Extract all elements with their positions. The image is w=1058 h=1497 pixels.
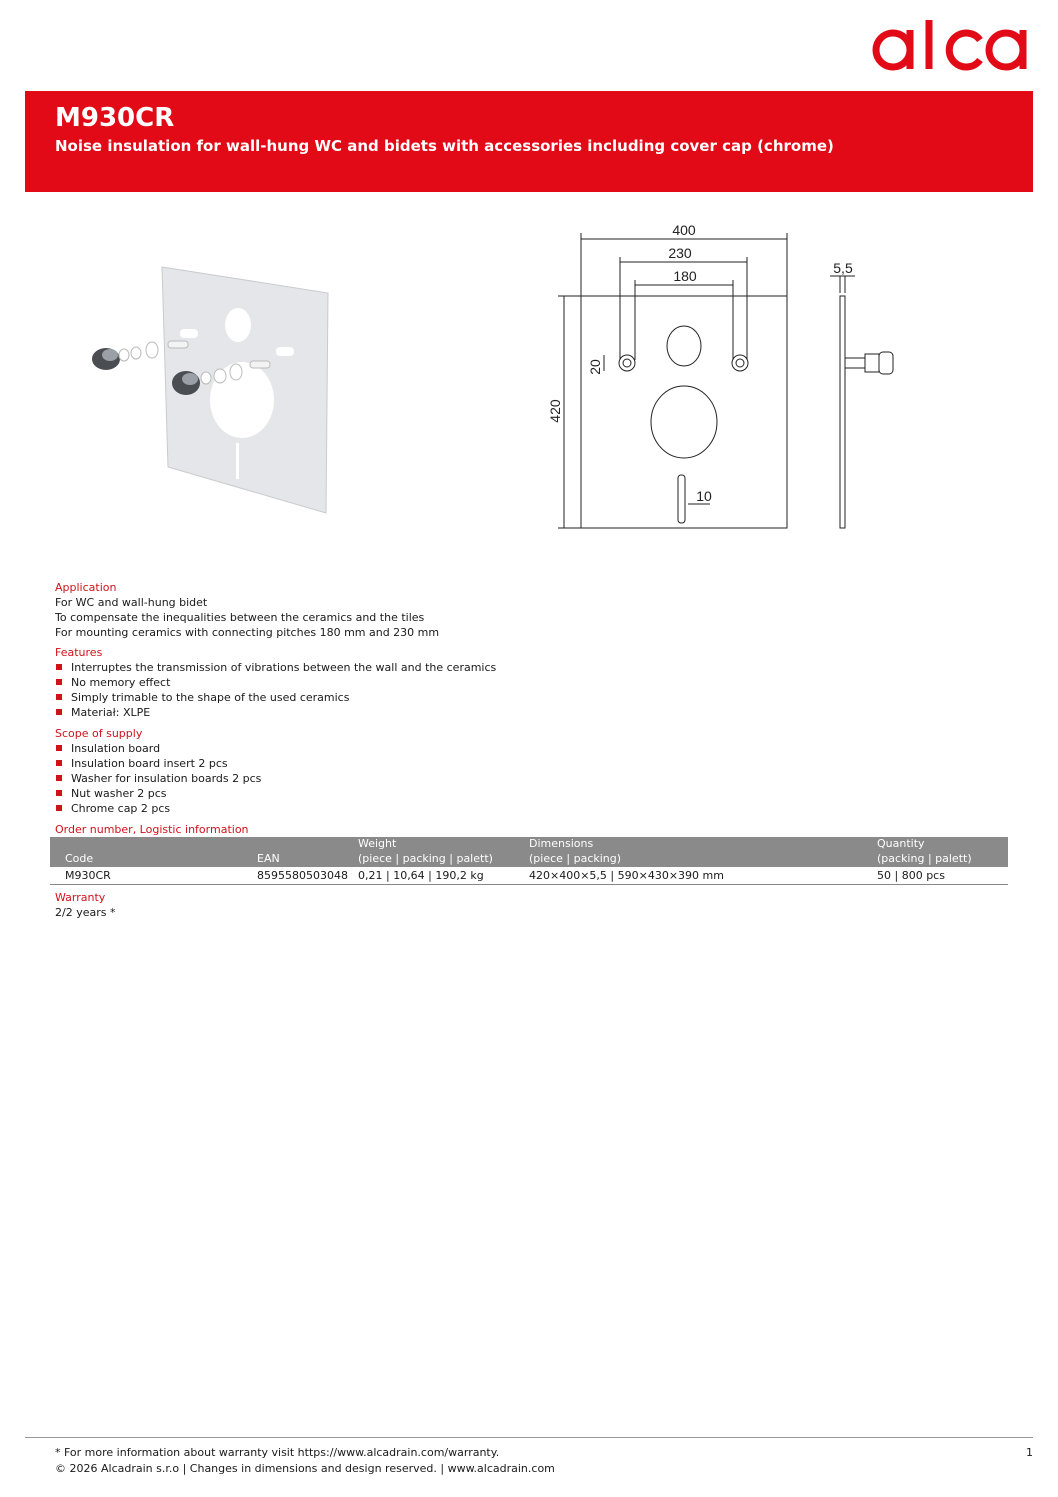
technical-drawing [540, 215, 920, 540]
application-line: For mounting ceramics with connecting pitches 180 mm and 230 mm [55, 626, 440, 639]
header-dimensions: Dimensions [529, 837, 594, 850]
features-title: Features [55, 646, 103, 659]
cell-ean: 8595580503048 [257, 869, 348, 882]
dim-hole: 20 [587, 359, 603, 375]
product-subtitle: Noise insulation for wall-hung WC and bidets with accessories including cover cap (chrome) [55, 137, 834, 155]
warranty-value: 2/2 years * [55, 906, 116, 919]
footer-divider [25, 1437, 1033, 1438]
header-quantity-sub: (packing | palett) [877, 852, 972, 865]
scope-item: Nut washer 2 pcs [55, 786, 261, 801]
feature-item: No memory effect [55, 675, 496, 690]
cell-dimensions: 420×400×5,5 | 590×430×390 mm [529, 869, 724, 882]
footer-copyright: © 2026 Alcadrain s.r.o | Changes in dimensions and design reserved. | www.alcadrain.com [55, 1462, 555, 1475]
feature-item: Simply trimable to the shape of the used ceramics [55, 690, 496, 705]
scope-item: Insulation board [55, 741, 261, 756]
header-ean: EAN [257, 852, 280, 865]
dim-pitch-inner: 180 [673, 268, 697, 284]
header-quantity: Quantity [877, 837, 925, 850]
product-photo [80, 255, 350, 525]
scope-item: Insulation board insert 2 pcs [55, 756, 261, 771]
scope-item: Washer for insulation boards 2 pcs [55, 771, 261, 786]
product-code: M930CR [55, 103, 175, 133]
cell-weight: 0,21 | 10,64 | 190,2 kg [358, 869, 484, 882]
table-header [50, 837, 1008, 867]
header-dimensions-sub: (piece | packing) [529, 852, 622, 865]
logistic-table [50, 837, 1008, 885]
feature-item: Materiał: XLPE [55, 705, 496, 720]
scope-title: Scope of supply [55, 727, 143, 740]
alca-logo [868, 18, 1036, 74]
scope-section [55, 726, 261, 816]
application-title: Application [55, 581, 117, 594]
order-section [55, 822, 249, 837]
header-code: Code [65, 852, 94, 865]
features-section [55, 645, 496, 720]
order-title: Order number, Logistic information [55, 823, 249, 836]
dim-slot: 10 [696, 488, 712, 504]
warranty-title: Warranty [55, 891, 106, 904]
footer-note: * For more information about warranty visit https://www.alcadrain.com/warranty. [55, 1446, 500, 1459]
dim-height: 420 [547, 399, 563, 423]
feature-item: Interruptes the transmission of vibrations between the wall and the ceramics [55, 660, 496, 675]
header-weight: Weight [358, 837, 397, 850]
table-row [50, 867, 1008, 885]
scope-item: Chrome cap 2 pcs [55, 801, 261, 816]
application-line: To compensate the inequalities between the ceramics and the tiles [55, 611, 425, 624]
dim-thickness: 5,5 [833, 260, 853, 276]
header-weight-sub: (piece | packing | palett) [358, 852, 493, 865]
cell-code: M930CR [65, 869, 111, 882]
dim-width: 400 [672, 222, 696, 238]
application-line: For WC and wall-hung bidet [55, 596, 208, 609]
header-banner [25, 91, 1033, 192]
page-number: 1 [1026, 1446, 1033, 1459]
warranty-section [55, 890, 115, 920]
dim-pitch-outer: 230 [668, 245, 692, 261]
application-section [55, 580, 439, 640]
cell-quantity: 50 | 800 pcs [877, 869, 945, 882]
